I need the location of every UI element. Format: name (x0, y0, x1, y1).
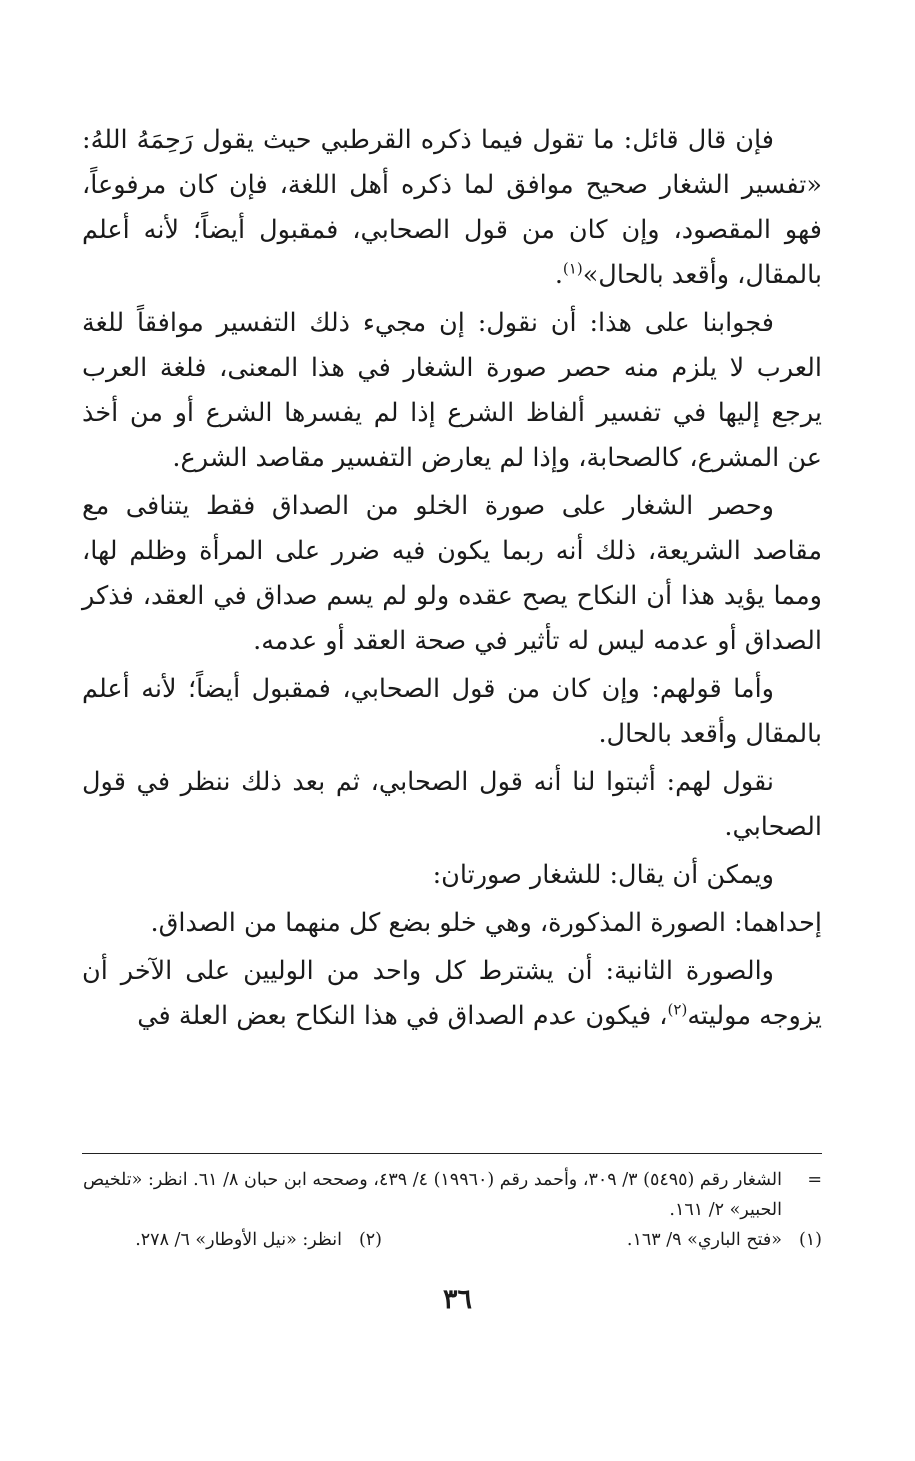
paragraph-2: فجوابنا على هذا: أن نقول: إن مجيء ذلك التفسير موافقاً للغة العرب لا يلزم منه حصر صورة الشغار في هذا المعنى، فلغة العرب يرجع إليها في تفسير ألفاظ الشرع إذا لم يفسرها الشرع أو من أخذ عن المشرع، كالصحابة، وإذا لم يعارض التفسير مقاصد الشرع. (82, 308, 822, 473)
footnote-row (82, 1225, 822, 1255)
paragraph-1-text: فإن قال قائل: ما تقول فيما ذكره القرطبي حيث يقول رَحِمَهُ اللهُ: «تفسير الشغار صحيح موافق لما ذكره أهل اللغة، فإن كان مرفوعاً، فهو المقصود، وإن كان من قول الصحابي، فمقبول أيضاً؛ لأنه أعلم بالمقال، وأقعد بالحال» (82, 125, 822, 290)
footnote-2-text: انظر: «نيل الأوطار» ٦/ ٢٧٨. (135, 1230, 342, 1250)
page-number: ٣٦ (442, 1284, 472, 1315)
paragraph-3: وحصر الشغار على صورة الخلو من الصداق فقط يتنافى مع مقاصد الشريعة، ذلك أنه ربما يكون فيه ضرر على المرأة وظلم لها، ومما يؤيد هذا أن النكاح يصح عقده ولو لم يسم صداق في العقد، فذكر الصداق أو عدمه ليس له تأثير في صحة العقد أو عدمه. (82, 491, 822, 656)
paragraph-6: ويمكن أن يقال: للشغار صورتان: (432, 860, 774, 890)
paragraph-8-end: ، فيكون عدم الصداق في هذا النكاح بعض العلة في (137, 1001, 668, 1031)
paragraph-1-end: . (554, 260, 563, 290)
footnote-2-mark: (٢) (358, 1230, 382, 1250)
paragraph-1 (82, 118, 822, 298)
paragraph-8 (82, 949, 822, 1039)
body-text (82, 118, 822, 1042)
footnote-divider (82, 1153, 822, 1154)
footnotes (82, 1165, 822, 1255)
paragraph-4: وأما قولهم: وإن كان من قول الصحابي، فمقبول أيضاً؛ لأنه أعلم بالمقال وأقعد بالحال. (82, 674, 822, 749)
footnote-ref-1: (١) (562, 259, 583, 278)
footnote-ref-2: (٢) (667, 1000, 688, 1019)
continuation-mark: = (807, 1170, 822, 1190)
paragraph-7: إحداهما: الصورة المذكورة، وهي خلو بضع كل منهما من الصداق. (150, 908, 822, 938)
paragraph-5: نقول لهم: أثبتوا لنا أنه قول الصحابي، ثم بعد ذلك ننظر في قول الصحابي. (82, 767, 822, 842)
footnote-continuation (82, 1165, 822, 1225)
footnote-1 (627, 1225, 822, 1255)
paragraph-8-text: والصورة الثانية: أن يشترط كل واحد من الوليين على الآخر أن يزوجه موليته (82, 956, 822, 1031)
footnote-1-mark: (١) (798, 1230, 822, 1250)
footnote-1-text: «فتح الباري» ٩/ ١٦٣. (626, 1230, 782, 1250)
footnote-2 (82, 1225, 382, 1255)
continuation-text: الشغار رقم (٥٤٩٥) ٣/ ٣٠٩، وأحمد رقم (١٩٩٦٠) ٤/ ٤٣٩، وصححه ابن حبان ٨/ ٦١. انظر: «تلخيص الحبير» ٢/ ١٦١. (83, 1170, 782, 1220)
